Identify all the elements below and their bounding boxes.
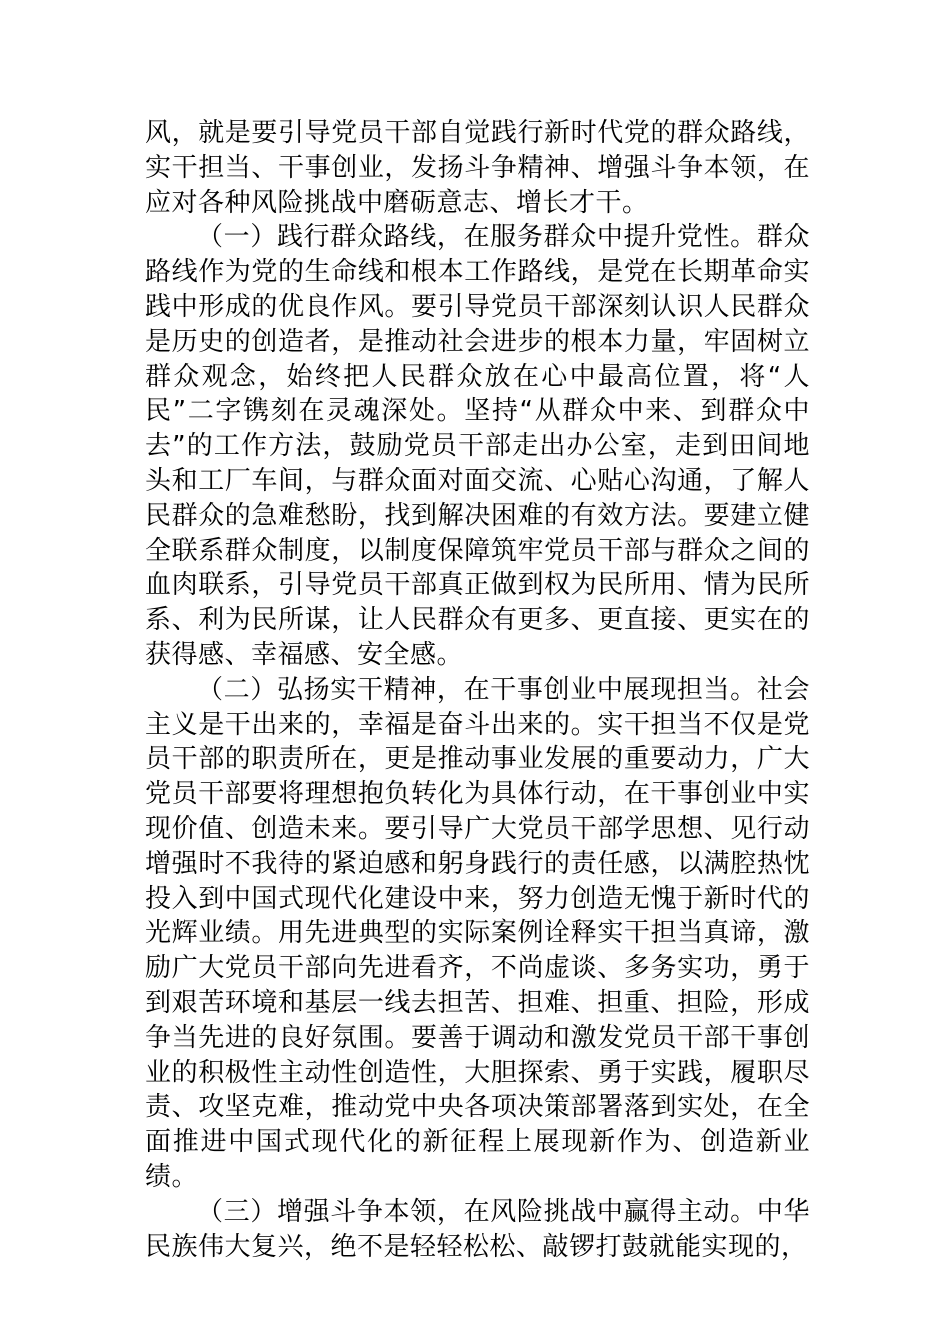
paragraph-continuation: 风，就是要引导党员干部自觉践行新时代党的群众路线，实干担当、干事创业，发扬斗争精神、增强斗争本领，在应对各种风险挑战中磨砺意志、增长才干。 xyxy=(145,118,810,218)
paragraph-section-3: （三）增强斗争本领，在风险挑战中赢得主动。中华民族伟大复兴，绝不是轻轻松松、敲锣打鼓就能实现的， xyxy=(145,1196,810,1262)
paragraph-section-2: （二）弘扬实干精神，在干事创业中展现担当。社会主义是干出来的，幸福是奋斗出来的。实干担当不仅是党员干部的职责所在，更是推动事业发展的重要动力，广大党员干部要将理想抱负转化为具体行动，在干事创业中实现价值、创造未来。要引导广大党员干部学思想、见行动增强时不我待的紧迫感和躬身践行的责任感，以满腔热忱投入到中国式现代化建设中来，努力创造无愧于新时代的光辉业绩。用先进典型的实际案例诠释实干担当真谛，激励广大党员干部向先进看齐，不尚虚谈、多务实功，勇于到艰苦环境和基层一线去担苦、担难、担重、担险，形成争当先进的良好氛围。要善于调动和激发党员干部干事创业的积极性主动性创造性，大胆探索、勇于实践，履职尽责、攻坚克难，推动党中央各项决策部署落到实处，在全面推进中国式现代化的新征程上展现新作为、创造新业绩。 xyxy=(145,674,810,1192)
paragraph-section-1: （一）践行群众路线，在服务群众中提升党性。群众路线作为党的生命线和根本工作路线，是党在长期革命实践中形成的优良作风。要引导党员干部深刻认识人民群众是历史的创造者，是推动社会进步的根本力量，牢固树立群众观念，始终把人民群众放在心中最高位置，将“人民”二字镌刻在灵魂深处。坚持“从群众中来、到群众中去”的工作方法，鼓励党员干部走出办公室，走到田间地头和工厂车间，与群众面对面交流、心贴心沟通，了解人民群众的急难愁盼，找到解决困难的有效方法。要建立健全联系群众制度，以制度保障筑牢党员干部与群众之间的血肉联系，引导党员干部真正做到权为民所用、情为民所系、利为民所谋，让人民群众有更多、更直接、更实在的获得感、幸福感、安全感。 xyxy=(145,222,810,670)
document-page xyxy=(145,116,810,1264)
